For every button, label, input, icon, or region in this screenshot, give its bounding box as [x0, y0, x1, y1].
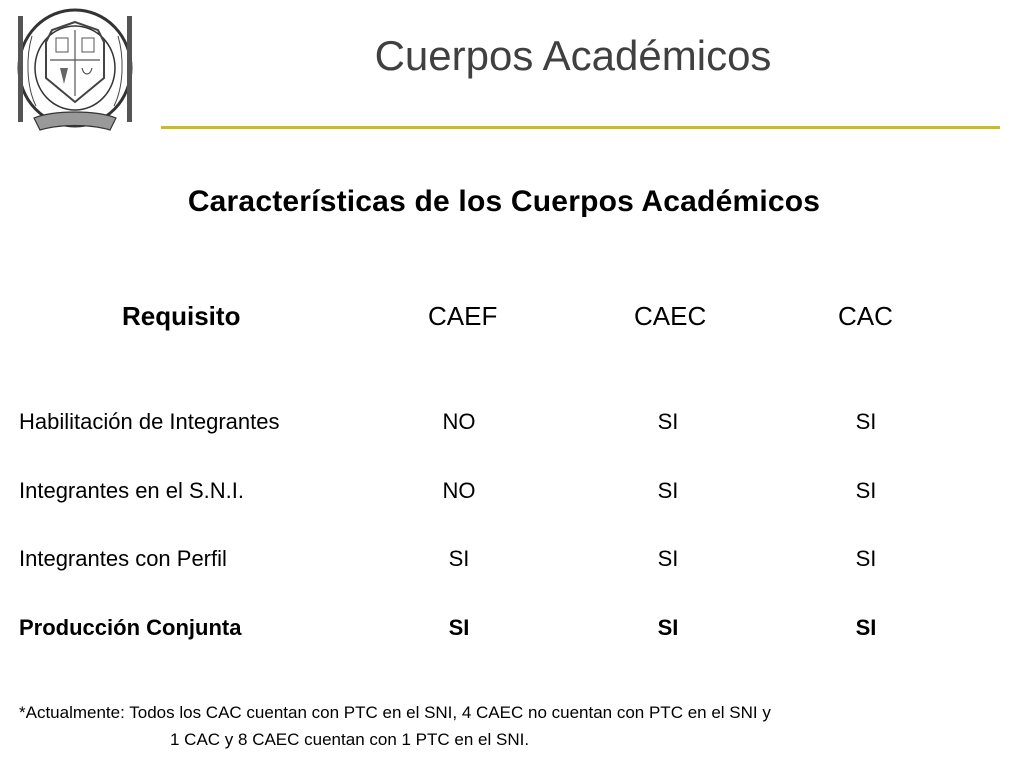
cell-caec: SI [657, 409, 679, 434]
row-label-perfil: Integrantes con Perfil [19, 546, 227, 571]
footnote-line-2: 1 CAC y 8 CAEC cuentan con 1 PTC en el SNI. [170, 730, 530, 749]
footnote-line-1: *Actualmente: Todos los CAC cuentan con PTC en el SNI, 4 CAEC no cuentan con PTC en el SNI y [19, 703, 771, 722]
cell-caec: SI [657, 546, 679, 571]
row-label-sni: Integrantes en el S.N.I. [19, 478, 245, 503]
column-header-requisito: Requisito [122, 301, 241, 331]
column-header-caec: CAEC [634, 301, 707, 331]
row-label-habilitacion: Habilitación de Integrantes [19, 409, 280, 434]
slide-title: Cuerpos Académicos [374, 32, 772, 79]
cell-caef: SI [448, 615, 470, 640]
column-header-caef: CAEF [428, 301, 498, 331]
title-divider [161, 126, 1000, 129]
cell-caef: NO [442, 478, 476, 503]
cell-caec: SI [657, 478, 679, 503]
university-seal-logo [14, 6, 136, 136]
cell-caec: SI [657, 615, 679, 640]
table-heading: Características de los Cuerpos Académicos [187, 185, 821, 218]
cell-caef: SI [448, 546, 470, 571]
cell-cac: SI [855, 546, 877, 571]
cell-cac: SI [855, 615, 877, 640]
cell-cac: SI [855, 478, 877, 503]
row-label-produccion: Producción Conjunta [19, 615, 242, 640]
cell-caef: NO [442, 409, 476, 434]
cell-cac: SI [855, 409, 877, 434]
column-header-cac: CAC [838, 301, 893, 331]
